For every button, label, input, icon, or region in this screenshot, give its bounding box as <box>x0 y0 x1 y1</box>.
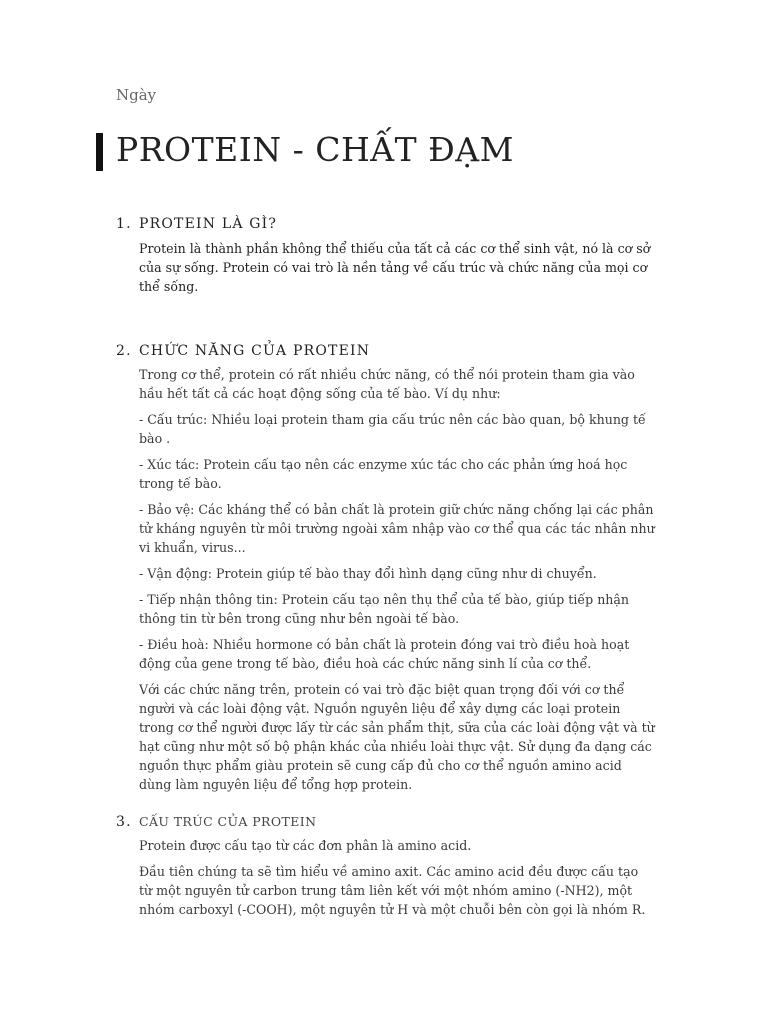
section-body-2 <box>139 365 655 801</box>
bullet-paragraph: - Xúc tác: Protein cấu tạo nên các enzyme xúc tác cho các phản ứng hoá học trong tế bào. <box>139 457 628 491</box>
paragraph: Protein là thành phần không thể thiếu của tất cả các cơ thể sinh vật, nó là cơ sở của sự sống. Protein có vai trò là nền tảng về cấu trúc và chức năng của mọi cơ thể sống. <box>139 241 651 294</box>
paragraph: Với các chức năng trên, protein có vai trò đặc biệt quan trọng đối với cơ thể người và các loài động vật. Nguồn nguyên liệu để xây dựng các loại protein trong cơ thể người được lấy từ các sản phẩm thịt, sữa của các loài động vật và từ hạt cũng như một số bộ phận khác của nhiều loài thực vật. Sử dụng đa dạng các nguồn thực phẩm giàu protein sẽ cung cấp đủ cho cơ thể nguồn amino acid dùng làm nguyên liệu để tổng hợp protein. <box>139 682 655 792</box>
section-title: PROTEIN LÀ GÌ? <box>139 216 278 232</box>
paragraph: Trong cơ thể, protein có rất nhiều chức năng, có thể nói protein tham gia vào hầu hết tất cả các hoạt động sống của tế bào. Ví dụ như: <box>139 367 635 401</box>
bullet-paragraph: - Vận động: Protein giúp tế bào thay đổi hình dạng cũng như di chuyển. <box>139 566 597 581</box>
section-heading-2 <box>116 343 370 359</box>
section-title: CHỨC NĂNG CỦA PROTEIN <box>139 343 371 359</box>
section-number: 1. <box>116 216 132 232</box>
section-heading-1 <box>116 216 277 232</box>
bullet-paragraph: - Bảo vệ: Các kháng thể có bản chất là protein giữ chức năng chống lại các phân tử kháng nguyên từ môi trường ngoài xâm nhập vào cơ thể qua các tác nhân như vi khuẩn, virus... <box>139 502 655 555</box>
bullet-paragraph: - Điều hoà: Nhiều hormone có bản chất là protein đóng vai trò điều hoà hoạt động của gene trong tế bào, điều hoà các chức năng sinh lí của cơ thể. <box>139 637 630 671</box>
page-title: PROTEIN - CHẤT ĐẠM <box>116 130 514 169</box>
section-number: 3. <box>116 814 132 830</box>
bullet-paragraph: - Tiếp nhận thông tin: Protein cấu tạo nên thụ thể của tế bào, giúp tiếp nhận thông tin từ bên trong cũng như bên ngoài tế bào. <box>139 592 630 626</box>
section-number: 2. <box>116 343 132 359</box>
section-title: CẤU TRÚC CỦA PROTEIN <box>139 814 317 829</box>
bullet-paragraph: - Cấu trúc: Nhiều loại protein tham gia cấu trúc nên các bào quan, bộ khung tế bào . <box>139 412 646 446</box>
section-body-3 <box>139 836 655 926</box>
paragraph: Protein được cấu tạo từ các đơn phân là amino acid. <box>139 838 472 853</box>
date-label: Ngày <box>116 86 157 104</box>
section-body-1 <box>139 239 655 303</box>
section-heading-3 <box>116 814 316 830</box>
title-accent-bar <box>96 133 103 171</box>
paragraph: Đầu tiên chúng ta sẽ tìm hiểu về amino axit. Các amino acid đều được cấu tạo từ một nguyên tử carbon trung tâm liên kết với một nhóm amino (-NH2), một nhóm carboxyl (-COOH), một nguyên tử H và một chuỗi bên còn gọi là nhóm R. <box>139 864 646 917</box>
